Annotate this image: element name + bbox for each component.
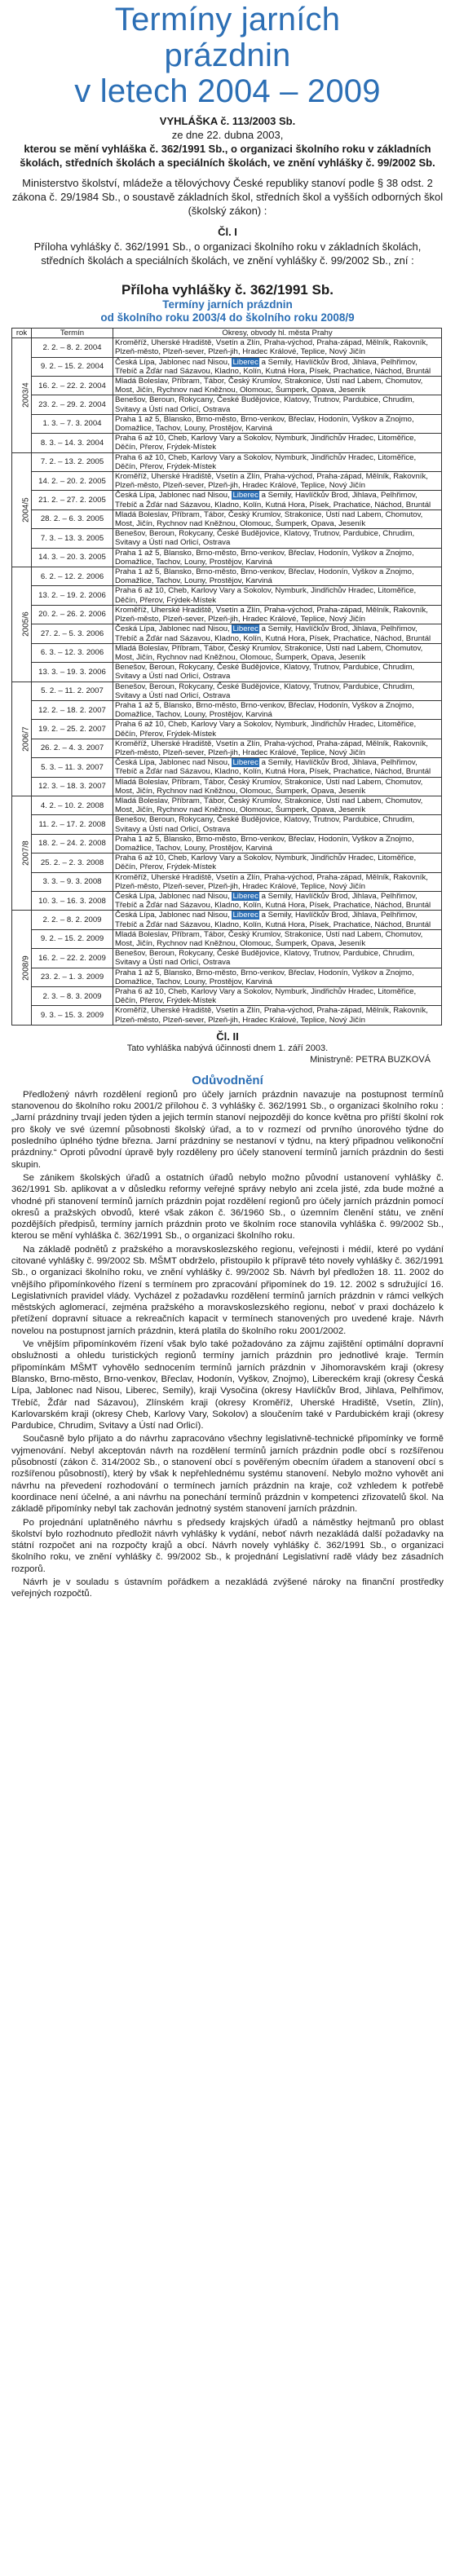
areas-cell: Benešov, Beroun, Rokycany, České Budějovice, Klatovy, Trutnov, Pardubice, Chrudim, Svitavy a Ústí nad Orlicí, Ostrava — [113, 815, 442, 834]
areas-cell: Benešov, Beroun, Rokycany, České Budějovice, Klatovy, Trutnov, Pardubice, Chrudim, Svitavy a Ústí nad Orlicí, Ostrava — [113, 529, 442, 548]
areas-cell: Praha 1 až 5, Blansko, Brno-město, Brno-venkov, Břeclav, Hodonín, Vyškov a Znojmo, Domažlice, Tachov, Louny, Prostějov, Karviná — [113, 548, 442, 567]
term-cell: 23. 2. – 1. 3. 2009 — [32, 968, 113, 986]
term-cell: 9. 2. – 15. 2. 2004 — [32, 357, 113, 376]
areas-cell: Česká Lípa, Jablonec nad Nisou, Liberec a Semily, Havlíčkův Brod, Jihlava, Pelhřimov, Třebíč a Žďár nad Sázavou, Kladno, Kolín, Kutná Hora, Písek, Prachatice, Náchod, Bruntál — [113, 491, 442, 509]
table-row — [12, 1006, 442, 1025]
year-cell — [12, 338, 32, 452]
table-row — [12, 949, 442, 968]
term-cell: 7. 3. – 13. 3. 2005 — [32, 529, 113, 548]
term-cell: 6. 3. – 12. 3. 2006 — [32, 643, 113, 662]
areas-cell: Praha 6 až 10, Cheb, Karlovy Vary a Sokolov, Nymburk, Jindřichův Hradec, Litoměřice, Děčín, Přerov, Frýdek-Místek — [113, 720, 442, 739]
areas-cell: Kroměříž, Uherské Hradiště, Vsetín a Zlín, Praha-východ, Praha-západ, Mělník, Rakovník, Plzeň-město, Plzeň-sever, Plzeň-jih, Hradec Králové, Teplice, Nový Jičín — [113, 472, 442, 491]
table-row — [12, 929, 442, 948]
table-row — [12, 472, 442, 491]
areas-cell: Praha 1 až 5, Blansko, Brno-město, Brno-venkov, Břeclav, Hodonín, Vyškov a Znojmo, Domažlice, Tachov, Louny, Prostějov, Karviná — [113, 834, 442, 853]
year-label: 2006/7 — [21, 726, 31, 752]
table-row — [12, 357, 442, 376]
areas-cell: Mladá Boleslav, Příbram, Tábor, Český Krumlov, Strakonice, Ústí nad Labem, Chomutov, Most, Jičín, Rychnov nad Kněžnou, Olomouc, Šumperk, Opava, Jeseník — [113, 509, 442, 528]
term-cell: 9. 2. – 15. 2. 2009 — [32, 929, 113, 948]
annex-subtitle-2: od školního roku 2003/4 do školního roku 2008/9 — [100, 311, 355, 324]
year-label: 2004/5 — [21, 497, 31, 523]
year-label: 2008/9 — [21, 955, 31, 981]
table-row — [12, 452, 442, 471]
areas-cell: Benešov, Beroun, Rokycany, České Budějovice, Klatovy, Trutnov, Pardubice, Chrudim, Svitavy a Ústí nad Orlicí, Ostrava — [113, 681, 442, 700]
reasoning-paragraph: Se zánikem školských úřadů a ostatních úřadů nebylo možno původní ustanovení vyhlášky č. 362/1991 Sb. aplikovat a v důsledku reformy veřejné správy nebylo ani zcela jisté, zda bude možné a vhodné při stanovení termínů jarních prázdnin pojat rozdělení regionů pro účely jarních prázdnin pomocí okresů a pražských obvodů, které však zákon č. 36/1960 Sb., o územním členění státu, ve znění pozdějších předpisů, termíny jarních prázdnin proto ve školním roce stanovila vyhláška č. 99/2002 Sb., kterou se mění vyhláška č. 362/1991 Sb., o organizaci školního roku. — [11, 1172, 444, 1242]
article-2-text: Tato vyhláška nabývá účinnosti dnem 1. září 2003. — [126, 1043, 329, 1053]
table-row — [12, 434, 442, 452]
reasoning-paragraph: Po projednání uplatněného návrhu s předsedy krajských úřadů a náměstky hejtmanů pro oblast školství bylo rozhodnuto předložit návrh vyhlášky k vydání, neboť návrh nezakládá další požadavky na státní rozpočet ani na rozpočty krajů a obcí. Návrh novely vyhlášky č. 362/1991 Sb., o organizaci školního roku, ve znění vyhlášky č. 99/2002 Sb., k projednání Legislativní radě vlády bez zásadních rozporů. — [11, 1517, 444, 1574]
header-areas: Okresy, obvody hl. města Prahy — [113, 329, 442, 338]
table-row — [12, 586, 442, 605]
areas-cell: Praha 6 až 10, Cheb, Karlovy Vary a Sokolov, Nymburk, Jindřichův Hradec, Litoměřice, Děčín, Přerov, Frýdek-Místek — [113, 434, 442, 452]
term-cell: 6. 2. – 12. 2. 2006 — [32, 567, 113, 586]
reasoning-paragraph: Návrh je v souladu s ústavním pořádkem a nezakládá zvýšené nároky na finanční prostředky veřejných rozpočtů. — [11, 1577, 444, 1599]
term-cell: 28. 2. – 6. 3. 2005 — [32, 509, 113, 528]
year-cell — [12, 796, 32, 910]
table-row — [12, 624, 442, 643]
highlighted-search-term: Liberec — [232, 491, 258, 501]
year-cell — [12, 567, 32, 681]
table-row — [12, 681, 442, 700]
term-cell: 27. 2. – 5. 3. 2006 — [32, 624, 113, 643]
table-row — [12, 414, 442, 433]
decree-number: VYHLÁŠKA č. 113/2003 Sb. — [159, 115, 296, 127]
term-cell: 14. 2. – 20. 2. 2005 — [32, 472, 113, 491]
table-row — [12, 700, 442, 719]
areas-cell: Kroměříž, Uherské Hradiště, Vsetín a Zlín, Praha-východ, Praha-západ, Mělník, Rakovník, Plzeň-město, Plzeň-sever, Plzeň-jih, Hradec Králové, Teplice, Nový Jičín — [113, 739, 442, 757]
table-row — [12, 911, 442, 929]
areas-cell: Mladá Boleslav, Příbram, Tábor, Český Krumlov, Strakonice, Ústí nad Labem, Chomutov, Most, Jičín, Rychnov nad Kněžnou, Olomouc, Šumperk, Opava, Jeseník — [113, 643, 442, 662]
highlighted-search-term: Liberec — [232, 911, 258, 920]
term-cell: 2. 3. – 8. 3. 2009 — [32, 987, 113, 1006]
reasoning-title: Odůvodnění — [192, 1073, 263, 1087]
highlighted-search-term: Liberec — [232, 357, 258, 367]
areas-cell: Benešov, Beroun, Rokycany, České Budějovice, Klatovy, Trutnov, Pardubice, Chrudim, Svitavy a Ústí nad Orlicí, Ostrava — [113, 663, 442, 681]
article-2-title: Čl. II — [216, 1030, 239, 1043]
annex-subtitle-1: Termíny jarních prázdnin — [162, 298, 293, 311]
term-cell: 5. 3. – 11. 3. 2007 — [32, 758, 113, 777]
table-row — [12, 643, 442, 662]
term-cell: 20. 2. – 26. 2. 2006 — [32, 605, 113, 624]
decree-date: ze dne 22. dubna 2003, — [171, 129, 284, 141]
year-cell — [12, 911, 32, 1025]
table-row — [12, 663, 442, 681]
term-cell: 8. 3. – 14. 3. 2004 — [32, 434, 113, 452]
article-1-title: Čl. I — [218, 226, 237, 238]
term-cell: 12. 2. – 18. 2. 2007 — [32, 700, 113, 719]
areas-cell: Kroměříž, Uherské Hradiště, Vsetín a Zlín, Praha-východ, Praha-západ, Mělník, Rakovník, Plzeň-město, Plzeň-sever, Plzeň-jih, Hradec Králové, Teplice, Nový Jičín — [113, 605, 442, 624]
holiday-schedule-table — [11, 328, 442, 1026]
reasoning-paragraph: Na základě podnětů z pražského a moravskoslezského regionu, veřejnosti i médií, které po vydání citované vyhlášky č. 99/2002 Sb. MŠMT obdrželo, přistoupilo k přípravě této novely vyhlášky č. 362/1991 Sb., o organizaci školního roku, ve znění vyhlášky č. 99/2002 Sb. Návrh byl předložen 18. 11. 2002 do vnějšího připomínkového řízení s termínem pro zpracování připomínek do 19. 12. 2002 s sdružující 16. Legislativních pravidel vlády. Vycházel z požadavku rozdělení termínů jarních prázdnin v rámci velkých městských aglomerací, zejména pražského a moravskoslezského regionu, neboť v praxi docházelo k přetížení dopravní situace a rekreačních kapacit v termínech stanovených pro uvedené kraje. Návrh novelou na postupnost jarních prázdnin, která platila do školního roku 2001/2002. — [11, 1244, 444, 1336]
areas-cell: Mladá Boleslav, Příbram, Tábor, Český Krumlov, Strakonice, Ústí nad Labem, Chomutov, Most, Jičín, Rychnov nad Kněžnou, Olomouc, Šumperk, Opava, Jeseník — [113, 777, 442, 796]
areas-cell: Česká Lípa, Jablonec nad Nisou, Liberec a Semily, Havlíčkův Brod, Jihlava, Pelhřimov, Třebíč a Žďár nad Sázavou, Kladno, Kolín, Kutná Hora, Písek, Prachatice, Náchod, Bruntál — [113, 911, 442, 929]
term-cell: 25. 2. – 2. 3. 2008 — [32, 854, 113, 872]
page-title — [0, 0, 455, 109]
header-term: Termín — [32, 329, 113, 338]
term-cell: 14. 3. – 20. 3. 2005 — [32, 548, 113, 567]
areas-cell: Česká Lípa, Jablonec nad Nisou, Liberec a Semily, Havlíčkův Brod, Jihlava, Pelhřimov, Třebíč a Žďár nad Sázavou, Kladno, Kolín, Kutná Hora, Písek, Prachatice, Náchod, Bruntál — [113, 758, 442, 777]
signature: Ministryně: PETRA BUZKOVÁ — [310, 1054, 431, 1065]
title-line-2: prázdnin — [164, 37, 291, 73]
areas-cell: Benešov, Beroun, Rokycany, České Budějovice, Klatovy, Trutnov, Pardubice, Chrudim, Svitavy a Ústí nad Orlicí, Ostrava — [113, 949, 442, 968]
areas-cell: Česká Lípa, Jablonec nad Nisou, Liberec a Semily, Havlíčkův Brod, Jihlava, Pelhřimov, Třebíč a Žďár nad Sázavou, Kladno, Kolín, Kutná Hora, Písek, Prachatice, Náchod, Bruntál — [113, 357, 442, 376]
areas-cell: Mladá Boleslav, Příbram, Tábor, Český Krumlov, Strakonice, Ústí nad Labem, Chomutov, Most, Jičín, Rychnov nad Kněžnou, Olomouc, Šumperk, Opava, Jeseník — [113, 929, 442, 948]
article-1-text: Příloha vyhlášky č. 362/1991 Sb., o organizaci školního roku v základních školách, středních školách a speciálních školách, ve znění vyhlášky č. 99/2002 Sb., zní : — [33, 240, 422, 267]
table-row — [12, 377, 442, 395]
reasoning-paragraph: Ve vnějším připomínkovém řízení však bylo také požadováno za zájmu zajištění optimální dopravní obslužnosti a ohledu turistických regionů termíny jarních prázdnin pro jednotlivé kraje. Termín připomínkám MŠMT vyhovělo sednocením termínů jarních prázdnin v Jihomoravském kraji (okresy Blansko, Brno-město, Brno-venkov, Břeclav, Hodonín, Vyškov, Znojmo), Libereckém kraji (okresy Česká Lípa, Jablonec nad Nisou, Liberec, Semily), kraji Vysočina (okresy Havlíčkův Brod, Jihlava, Pelhřimov, Třebíč, Žďár nad Sázavou), Zlínském kraji (okresy Kroměříž, Uherské Hradiště, Vsetín, Zlín), Karlovarském kraji (okresy Cheb, Karlovy Vary, Sokolov) a sloučením také v Pardubickém kraji (okresy Pardubice, Chrudim, Svitavy a Ústí nad Orlicí). — [11, 1339, 444, 1431]
table-row — [12, 509, 442, 528]
areas-cell: Praha 6 až 10, Cheb, Karlovy Vary a Sokolov, Nymburk, Jindřichův Hradec, Litoměřice, Děčín, Přerov, Frýdek-Místek — [113, 452, 442, 471]
table-row — [12, 491, 442, 509]
term-cell: 16. 2. – 22. 2. 2009 — [32, 949, 113, 968]
table-row — [12, 548, 442, 567]
areas-cell: Kroměříž, Uherské Hradiště, Vsetín a Zlín, Praha-východ, Praha-západ, Mělník, Rakovník, Plzeň-město, Plzeň-sever, Plzeň-jih, Hradec Králové, Teplice, Nový Jičín — [113, 872, 442, 891]
year-label: 2003/4 — [21, 382, 31, 408]
year-cell — [12, 681, 32, 796]
areas-cell: Kroměříž, Uherské Hradiště, Vsetín a Zlín, Praha-východ, Praha-západ, Mělník, Rakovník, Plzeň-město, Plzeň-sever, Plzeň-jih, Hradec Králové, Teplice, Nový Jičín — [113, 338, 442, 357]
table-row — [12, 854, 442, 872]
reasoning-body — [0, 1089, 455, 1600]
table-row — [12, 605, 442, 624]
highlighted-search-term: Liberec — [232, 891, 258, 901]
table-row — [12, 891, 442, 910]
highlighted-search-term: Liberec — [232, 624, 258, 634]
table-row — [12, 796, 442, 814]
table-row — [12, 815, 442, 834]
term-cell: 11. 2. – 17. 2. 2008 — [32, 815, 113, 834]
term-cell: 2. 2. – 8. 2. 2004 — [32, 338, 113, 357]
table-row — [12, 834, 442, 853]
areas-cell: Česká Lípa, Jablonec nad Nisou, Liberec a Semily, Havlíčkův Brod, Jihlava, Pelhřimov, Třebíč a Žďár nad Sázavou, Kladno, Kolín, Kutná Hora, Písek, Prachatice, Náchod, Bruntál — [113, 624, 442, 643]
intro-paragraph: Ministerstvo školství, mládeže a tělovýchovy České republiky stanoví podle § 38 odst. 2 zákona č. 29/1984 Sb., o soustavě základních škol, středních škol a vyšších odborných škol (školský zákon) : — [11, 177, 444, 217]
table-row — [12, 739, 442, 757]
title-line-1: Termíny jarních — [114, 2, 341, 37]
table-row — [12, 338, 442, 357]
table-body — [12, 338, 442, 1026]
annex-title: Příloha vyhlášky č. 362/1991 Sb. — [121, 282, 334, 298]
areas-cell: Praha 1 až 5, Blansko, Brno-město, Brno-venkov, Břeclav, Hodonín, Vyškov a Znojmo, Domažlice, Tachov, Louny, Prostějov, Karviná — [113, 567, 442, 586]
term-cell: 23. 2. – 29. 2. 2004 — [32, 395, 113, 414]
table-row — [12, 872, 442, 891]
areas-cell: Praha 1 až 5, Blansko, Brno-město, Brno-venkov, Břeclav, Hodonín, Vyškov a Znojmo, Domažlice, Tachov, Louny, Prostějov, Karviná — [113, 968, 442, 986]
table-row — [12, 758, 442, 777]
table-row — [12, 987, 442, 1006]
header-year: rok — [12, 329, 32, 338]
table-row — [12, 777, 442, 796]
areas-cell: Praha 1 až 5, Blansko, Brno-město, Brno-venkov, Břeclav, Hodonín, Vyškov a Znojmo, Domažlice, Tachov, Louny, Prostějov, Karviná — [113, 414, 442, 433]
table-row — [12, 968, 442, 986]
areas-cell: Mladá Boleslav, Příbram, Tábor, Český Krumlov, Strakonice, Ústí nad Labem, Chomutov, Most, Jičín, Rychnov nad Kněžnou, Olomouc, Šumperk, Opava, Jeseník — [113, 796, 442, 814]
table-row — [12, 529, 442, 548]
term-cell: 7. 2. – 13. 2. 2005 — [32, 452, 113, 471]
highlighted-search-term: Liberec — [232, 758, 258, 768]
areas-cell: Benešov, Beroun, Rokycany, České Budějovice, Klatovy, Trutnov, Pardubice, Chrudim, Svitavy a Ústí nad Orlicí, Ostrava — [113, 395, 442, 414]
term-cell: 13. 2. – 19. 2. 2006 — [32, 586, 113, 605]
title-line-3: v letech 2004 – 2009 — [74, 73, 381, 109]
term-cell: 3. 3. – 9. 3. 2008 — [32, 872, 113, 891]
term-cell: 9. 3. – 15. 3. 2009 — [32, 1006, 113, 1025]
areas-cell: Praha 6 až 10, Cheb, Karlovy Vary a Sokolov, Nymburk, Jindřichův Hradec, Litoměřice, Děčín, Přerov, Frýdek-Místek — [113, 987, 442, 1006]
table-row — [12, 720, 442, 739]
term-cell: 18. 2. – 24. 2. 2008 — [32, 834, 113, 853]
term-cell: 10. 3. – 16. 3. 2008 — [32, 891, 113, 910]
term-cell: 12. 3. – 18. 3. 2007 — [32, 777, 113, 796]
areas-cell: Praha 6 až 10, Cheb, Karlovy Vary a Sokolov, Nymburk, Jindřichův Hradec, Litoměřice, Děčín, Přerov, Frýdek-Místek — [113, 854, 442, 872]
table-row — [12, 395, 442, 414]
areas-cell: Praha 6 až 10, Cheb, Karlovy Vary a Sokolov, Nymburk, Jindřichův Hradec, Litoměřice, Děčín, Přerov, Frýdek-Místek — [113, 586, 442, 605]
term-cell: 16. 2. – 22. 2. 2004 — [32, 377, 113, 395]
year-label: 2007/8 — [21, 840, 31, 866]
table-header-row — [12, 329, 442, 338]
areas-cell: Mladá Boleslav, Příbram, Tábor, Český Krumlov, Strakonice, Ústí nad Labem, Chomutov, Most, Jičín, Rychnov nad Kněžnou, Olomouc, Šumperk, Opava, Jeseník — [113, 377, 442, 395]
term-cell: 4. 2. – 10. 2. 2008 — [32, 796, 113, 814]
term-cell: 1. 3. – 7. 3. 2004 — [32, 414, 113, 433]
term-cell: 21. 2. – 27. 2. 2005 — [32, 491, 113, 509]
year-label: 2005/6 — [21, 611, 31, 637]
year-cell — [12, 452, 32, 567]
areas-cell: Praha 1 až 5, Blansko, Brno-město, Brno-venkov, Břeclav, Hodonín, Vyškov a Znojmo, Domažlice, Tachov, Louny, Prostějov, Karviná — [113, 700, 442, 719]
areas-cell: Česká Lípa, Jablonec nad Nisou, Liberec a Semily, Havlíčkův Brod, Jihlava, Pelhřimov, Třebíč a Žďár nad Sázavou, Kladno, Kolín, Kutná Hora, Písek, Prachatice, Náchod, Bruntál — [113, 891, 442, 910]
areas-cell: Kroměříž, Uherské Hradiště, Vsetín a Zlín, Praha-východ, Praha-západ, Mělník, Rakovník, Plzeň-město, Plzeň-sever, Plzeň-jih, Hradec Králové, Teplice, Nový Jičín — [113, 1006, 442, 1025]
term-cell: 13. 3. – 19. 3. 2006 — [32, 663, 113, 681]
reasoning-paragraph: Předložený návrh rozdělení regionů pro účely jarních prázdnin navazuje na postupnost termínů stanovenou do školního roku 2001/2 přílohou č. 3 vyhlášky č. 362/1991 Sb., o organizaci školního roku : „Jarní prázdniny trvají jeden týden a jejich termín stanoví nejpozději do konce května pro příští školní rok pro školy ve své územní působnosti školský úřad, a to v rozmezí od prvního únorového týdne do posledního úplného týdne března. Jarní prázdniny se nestanoví v týdnu, na který připadnou velikonoční prázdniny.“ Oproti původní úpravě byly rozděleny pro účely stanovení termínů jarních prázdnin do šesti skupin. — [11, 1089, 444, 1170]
term-cell: 26. 2. – 4. 3. 2007 — [32, 739, 113, 757]
decree-subject: kterou se mění vyhláška č. 362/1991 Sb., o organizaci školního roku v základních školách, středních školách a speciálních školách, ve znění vyhlášky č. 99/2002 Sb. — [20, 143, 435, 169]
term-cell: 5. 2. – 11. 2. 2007 — [32, 681, 113, 700]
reasoning-paragraph: Současně bylo přijato a do návrhu zapracováno všechny legislativně-technické připomínky ve formě vyjmenování. Nebyl akceptován návrh na rozdělení termínů jarních prázdnin podle obcí s rozšířenou působností (zákon č. 314/2002 Sb., o stanovení obcí s pověřeným obecním úřadem a stanovení obcí s rozšířenou působností), který by však k nepřehlednému systému stanovení. Nebylo možno vyhovět ani návrhu na převedení rozhodování o termínech jarních prázdnin na kraje, což vzhledem k potřebě koordinace není účelné, a ani návrhu na ponechání termínů prázdnin v kompetenci zřizovatelů škol. Na základě připomínky nebyl tak zachován jednotný systém stanovení jarních prázdnin. — [11, 1434, 444, 1515]
term-cell: 2. 2. – 8. 2. 2009 — [32, 911, 113, 929]
table-row — [12, 567, 442, 586]
term-cell: 19. 2. – 25. 2. 2007 — [32, 720, 113, 739]
